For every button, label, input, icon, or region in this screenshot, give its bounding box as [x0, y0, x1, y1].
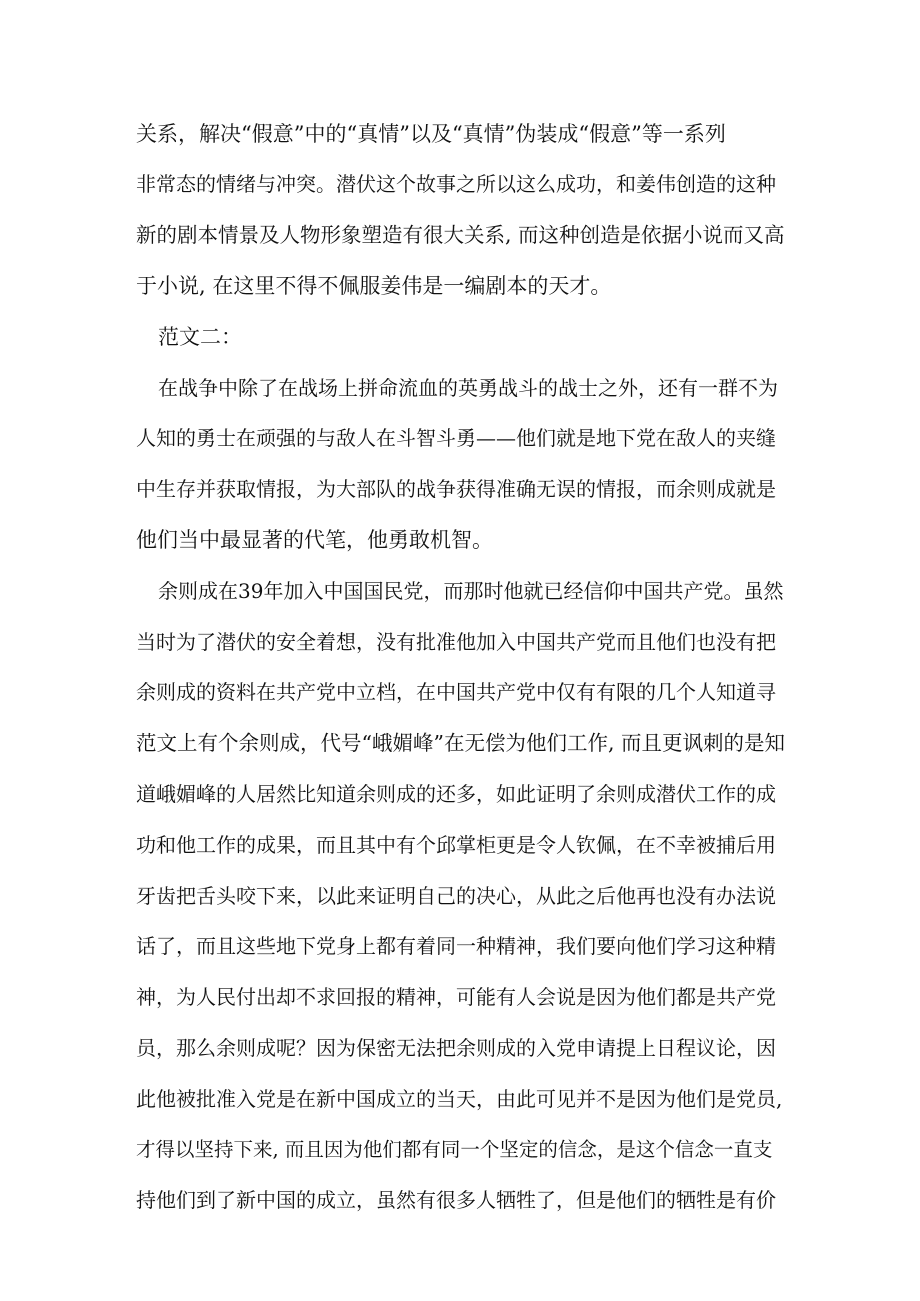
text-line: 人知的勇士在顽强的与敌人在斗智斗勇——他们就是地下党在敌人的夹缝: [136, 426, 776, 450]
text-line: 才得以坚持下来, 而且因为他们都有同一个坚定的信念，是这个信念一直支: [136, 1138, 773, 1161]
text-line: 他们当中最显著的代笔，他勇敢机智。: [136, 528, 493, 552]
text-line: 新的剧本情景及人物形象塑造有很大关系, 而这种创造是依据小说而又高: [136, 223, 785, 247]
text-line: 关系，解决“假意”中的“真情”以及“真情”伪装成“假意”等一系列: [136, 122, 726, 146]
text-line: 非常态的情绪与冲突。潜伏这个故事之所以这么成功，和姜伟创造的这种: [136, 172, 776, 196]
text-line: 道峨媚峰的人居然比知道余则成的还多，如此证明了余则成潜伏工作的成: [136, 782, 776, 806]
text-line: 当时为了潜伏的安全着想，没有批准他加入中国共产党而且他们也没有把: [136, 630, 776, 654]
section-heading: 范文二：: [158, 325, 242, 349]
paragraph-start: 余则成在39年加入中国国民党，而那时他就已经信仰中国共产党。虽然: [158, 579, 784, 603]
text-line: 于小说, 在这里不得不佩服姜伟是一编剧本的天才。: [136, 274, 612, 298]
text-line: 此他被批准入党是在新中国成立的当天，由此可见并不是因为他们是党员,: [136, 1087, 783, 1111]
text-line: 功和他工作的成果，而且其中有个邱掌柜更是令人钦佩，在不幸被捕后用: [136, 833, 776, 857]
text-line: 范文上有个余则成，代号“峨媚峰”在无偿为他们工作, 而且更讽刺的是知: [136, 731, 785, 755]
text-line: 话了，而且这些地下党身上都有着同一种精神，我们要向他们学习这种精: [136, 934, 776, 958]
text-line: 中生存并获取情报，为大部队的战争获得准确无误的情报，而余则成就是: [136, 477, 776, 501]
text-line: 牙齿把舌头咬下来，以此来证明自己的决心，从此之后他再也没有办法说: [136, 884, 776, 908]
paragraph-start: 在战争中除了在战场上拼命流血的英勇战斗的战士之外，还有一群不为: [158, 376, 778, 400]
text-line: 余则成的资料在共产党中立档，在中国共产党中仅有有限的几个人知道寻: [136, 680, 776, 704]
text-line: 神，为人民付出却不求回报的精神，可能有人会说是因为他们都是共产党: [136, 985, 776, 1009]
text-line: 持他们到了新中国的成立，虽然有很多人牺牲了，但是他们的牺牲是有价: [136, 1188, 776, 1212]
text-line: 员，那么余则成呢？因为保密无法把余则成的入党申请提上日程议论，因: [136, 1036, 776, 1060]
